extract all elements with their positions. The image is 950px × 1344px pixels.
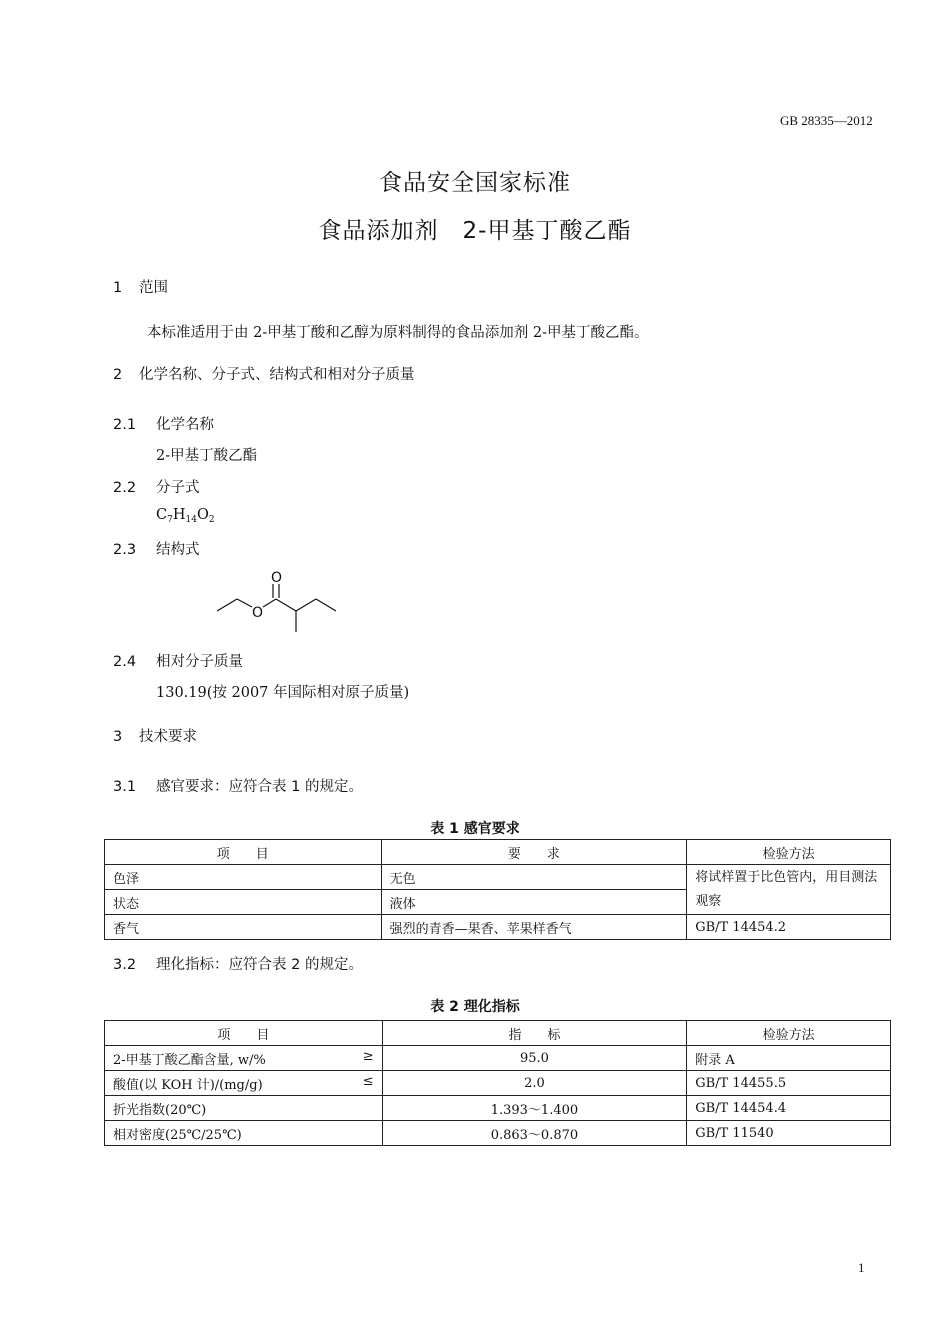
- cell-method: GB/T 14455.5: [687, 1071, 891, 1096]
- table-header-row: [105, 1021, 891, 1046]
- table-row: [105, 1121, 891, 1146]
- cell-value: 0.863～0.870: [382, 1121, 687, 1146]
- header-item: 项 目: [105, 840, 382, 865]
- scope-text: 本标准适用于由 2-甲基丁酸和乙醇为原料制得的食品添加剂 2-甲基丁酸乙酯。: [147, 325, 649, 341]
- table-row: [105, 865, 891, 890]
- section-1-heading: [113, 276, 168, 297]
- cell-method: GB/T 14454.2: [687, 915, 891, 940]
- section-number: 2.1: [113, 417, 137, 433]
- cell-requirement: 强烈的青香—果香、苹果样香气: [381, 915, 687, 940]
- standard-number: GB 28335—2012: [780, 113, 873, 128]
- section-title: 化学名称: [156, 417, 214, 433]
- section-title: 结构式: [156, 542, 200, 558]
- oxygen-atom-carbonyl: O: [271, 570, 283, 586]
- section-2-heading: [113, 363, 415, 384]
- section-number: 2: [113, 367, 123, 383]
- cell-item: 状态: [105, 890, 382, 915]
- oxygen-atom-ester: O: [252, 605, 264, 621]
- header-method: 检验方法: [687, 840, 891, 865]
- cell-item: 相对密度(25℃/25℃): [105, 1121, 383, 1146]
- section-title: 技术要求: [139, 729, 197, 745]
- section-3-1-heading: [113, 775, 363, 796]
- table-1-sensory: [104, 839, 891, 940]
- cell-value: 2.0: [382, 1071, 687, 1096]
- cell-value: 1.393～1.400: [382, 1096, 687, 1121]
- document-title: 食品安全国家标准: [379, 170, 571, 196]
- cell-requirement: 液体: [381, 890, 687, 915]
- section-3-heading: [113, 725, 197, 746]
- comparison-symbol: ≤: [362, 1073, 374, 1089]
- table-row: [105, 1071, 891, 1096]
- comparison-symbol: ≥: [362, 1048, 374, 1064]
- cell-method-merged: 将试样置于比色管内，用目测法观察: [687, 865, 891, 915]
- table-row: [105, 915, 891, 940]
- cell-method: GB/T 14454.4: [687, 1096, 891, 1121]
- section-number: 3.2: [113, 957, 137, 973]
- structural-formula: [210, 565, 345, 637]
- section-2-3-heading: [113, 538, 200, 559]
- table-header-row: [105, 840, 891, 865]
- header-item: 项 目: [105, 1021, 383, 1046]
- section-title: 范围: [139, 280, 168, 296]
- molecular-mass: 130.19(按 2007 年国际相对原子质量): [156, 685, 410, 701]
- section-number: 3.1: [113, 779, 137, 795]
- section-3-2-heading: [113, 953, 363, 974]
- section-2-1-heading: [113, 413, 214, 434]
- section-number: 2.4: [113, 654, 137, 670]
- section-number: 3: [113, 729, 123, 745]
- section-title: 相对分子质量: [156, 654, 243, 670]
- header-index: 指 标: [382, 1021, 687, 1046]
- table-row: [105, 1046, 891, 1071]
- cell-method: 附录 A: [687, 1046, 891, 1071]
- cell-item: ≤ 酸值(以 KOH 计)/(mg/g): [105, 1071, 383, 1096]
- cell-value: 95.0: [382, 1046, 687, 1071]
- cell-item: 色泽: [105, 865, 382, 890]
- table-row: [105, 1096, 891, 1121]
- header-requirement: 要 求: [381, 840, 687, 865]
- table-1-caption: 表 1 感官要求: [430, 821, 520, 837]
- section-number: 2.2: [113, 480, 137, 496]
- table-2-caption: 表 2 理化指标: [430, 999, 520, 1015]
- table-2-physicochemical: [104, 1020, 891, 1146]
- molecular-formula: $C_7H_{14}O_2$: [156, 507, 215, 525]
- cell-item: ≥ 2-甲基丁酸乙酯含量, w/%: [105, 1046, 383, 1071]
- section-2-2-heading: [113, 476, 200, 497]
- section-number: 2.3: [113, 542, 137, 558]
- cell-requirement: 无色: [381, 865, 687, 890]
- page-number: 1: [858, 1260, 865, 1275]
- cell-item: 香气: [105, 915, 382, 940]
- chemical-name: 2-甲基丁酸乙酯: [156, 448, 258, 464]
- document-subtitle: 食品添加剂 2-甲基丁酸乙酯: [318, 218, 632, 244]
- section-title: 化学名称、分子式、结构式和相对分子质量: [139, 367, 415, 383]
- cell-item: 折光指数(20℃): [105, 1096, 383, 1121]
- section-title: 理化指标：应符合表 2 的规定。: [156, 957, 363, 973]
- cell-method: GB/T 11540: [687, 1121, 891, 1146]
- section-title: 分子式: [156, 480, 200, 496]
- section-2-4-heading: [113, 650, 243, 671]
- header-method: 检验方法: [687, 1021, 891, 1046]
- section-title: 感官要求：应符合表 1 的规定。: [156, 779, 363, 795]
- section-number: 1: [113, 280, 123, 296]
